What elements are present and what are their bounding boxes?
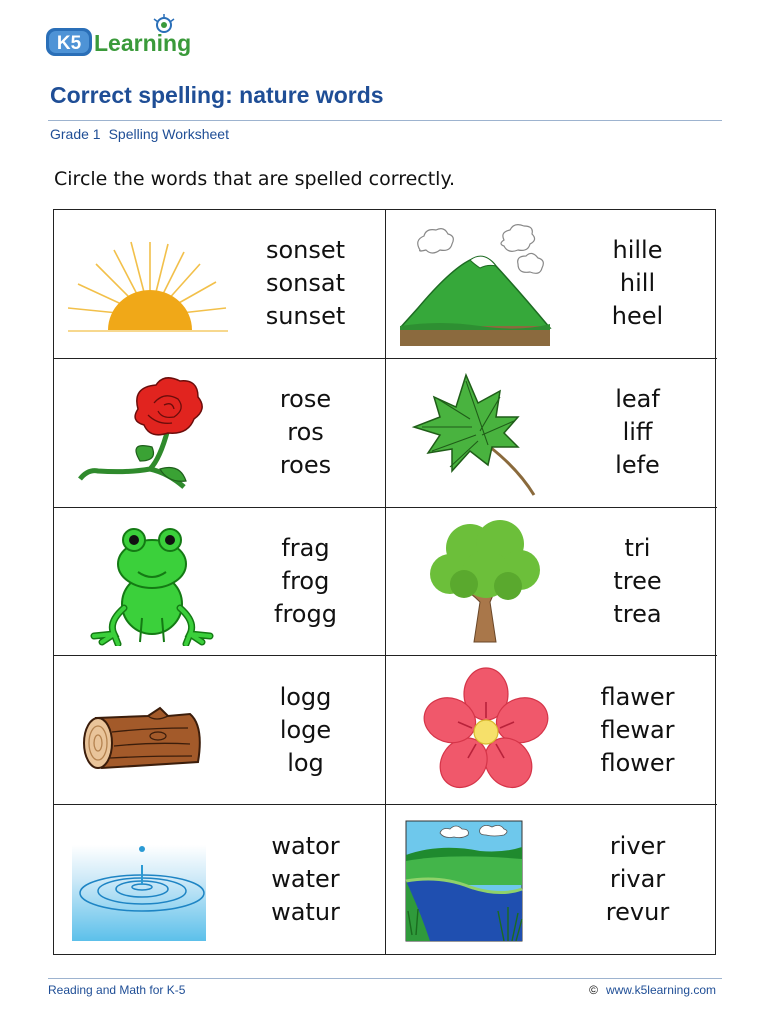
river-icon [400, 815, 560, 943]
word-choice[interactable]: trea [613, 599, 662, 628]
item-cell [386, 508, 717, 657]
word-grid [53, 209, 716, 955]
item-cell [386, 656, 717, 805]
word-choices [234, 508, 377, 656]
word-choice[interactable]: tree [613, 566, 662, 595]
word-choice[interactable]: sunset [265, 302, 346, 331]
footer-link[interactable]: www.k5learning.com [605, 983, 716, 997]
word-choice[interactable]: sonsat [265, 269, 346, 298]
word-choice[interactable]: roes [279, 451, 332, 480]
grade-label: Grade 1 [50, 126, 101, 142]
word-choice[interactable]: wator [271, 832, 340, 861]
word-choice[interactable]: lefe [615, 451, 660, 480]
word-choice[interactable]: flower [600, 748, 675, 777]
word-choice[interactable]: logg [279, 682, 332, 711]
word-choice[interactable]: frogg [274, 599, 337, 628]
word-choice[interactable]: revur [605, 898, 670, 927]
word-choice[interactable]: frag [281, 533, 330, 562]
subtitle [50, 126, 229, 142]
water-icon [68, 815, 228, 943]
word-choice[interactable]: ros [287, 418, 324, 447]
footer-tagline: Reading and Math for K-5 [48, 983, 186, 997]
word-choices [566, 656, 709, 804]
sun-icon [68, 220, 228, 348]
word-choices [234, 805, 377, 954]
item-cell [386, 805, 717, 954]
tree-icon [400, 518, 560, 646]
word-choice[interactable]: hill [619, 269, 656, 298]
item-cell [54, 359, 386, 508]
word-choice[interactable]: leaf [615, 385, 660, 414]
instruction: Circle the words that are spelled correctly. [54, 168, 456, 190]
word-choice[interactable]: sonset [265, 236, 346, 265]
word-choice[interactable]: tri [624, 533, 651, 562]
word-choice[interactable]: loge [279, 715, 332, 744]
word-choice[interactable]: flewar [600, 715, 675, 744]
log-icon [68, 666, 228, 794]
word-choice[interactable]: hille [612, 236, 663, 265]
copyright-symbol: © [589, 983, 598, 997]
item-cell [386, 210, 717, 359]
frog-icon [68, 518, 228, 646]
hill-icon [400, 220, 560, 348]
logo-text: Learning [94, 30, 192, 56]
word-choice[interactable]: flawer [600, 682, 675, 711]
page-title: Correct spelling: nature words [50, 82, 384, 108]
item-cell [54, 210, 386, 359]
word-choices [566, 210, 709, 358]
word-choice[interactable]: frog [281, 566, 330, 595]
word-choice[interactable]: water [271, 865, 340, 894]
word-choices [566, 508, 709, 656]
word-choices [234, 210, 377, 358]
word-choice[interactable]: watur [271, 898, 340, 927]
item-cell [386, 359, 717, 508]
item-cell [54, 656, 386, 805]
worksheet-type: Spelling Worksheet [108, 126, 229, 142]
item-cell [54, 805, 386, 954]
word-choices [234, 656, 377, 804]
leaf-icon [400, 369, 560, 497]
word-choice[interactable]: liff [622, 418, 653, 447]
footer-rule [48, 978, 722, 979]
word-choice[interactable]: river [609, 832, 666, 861]
word-choice[interactable]: rose [279, 385, 332, 414]
word-choices [566, 805, 709, 954]
word-choices [566, 359, 709, 507]
word-choice[interactable]: heel [611, 302, 664, 331]
flower-icon [400, 666, 560, 794]
k5-learning-logo [44, 14, 214, 60]
word-choice[interactable]: log [287, 748, 324, 777]
title-rule [48, 120, 722, 121]
rose-icon [68, 369, 228, 497]
word-choice[interactable]: rivar [609, 865, 666, 894]
footer-site [589, 983, 716, 997]
logo-mark: K5 [56, 33, 82, 54]
item-cell [54, 508, 386, 657]
word-choices [234, 359, 377, 507]
